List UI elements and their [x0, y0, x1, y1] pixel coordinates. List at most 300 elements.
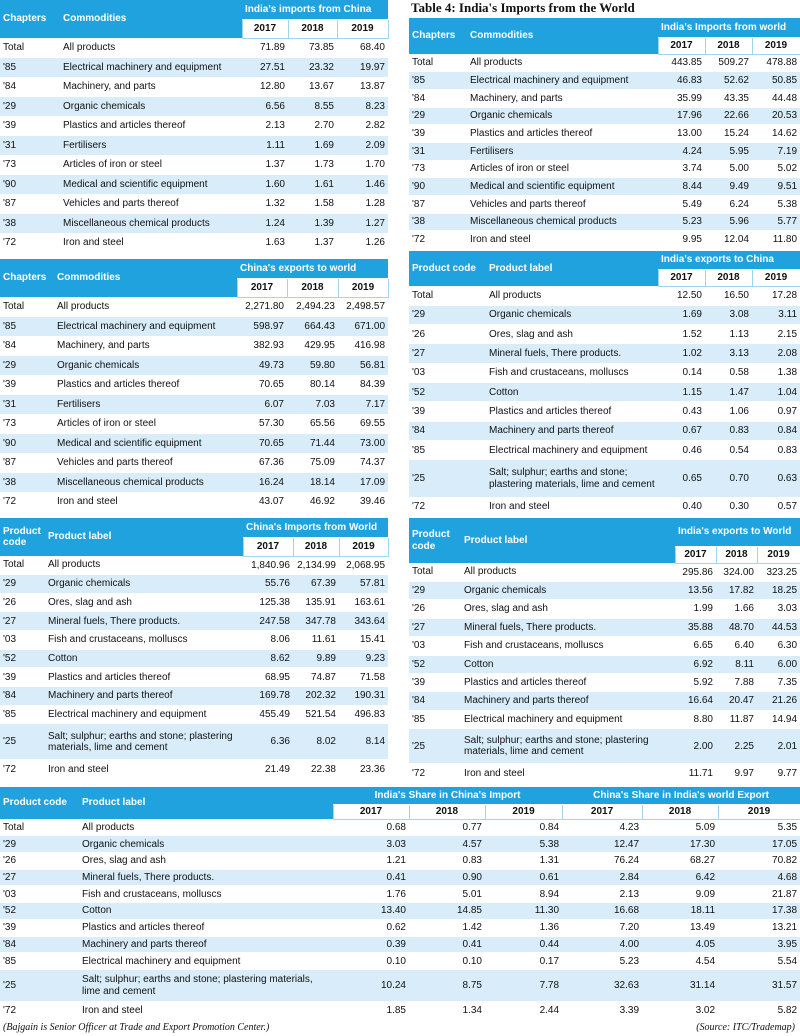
value-cell: 4.24 — [658, 142, 705, 160]
value-cell: 0.90 — [409, 869, 485, 886]
value-cell: 8.14 — [339, 724, 388, 760]
value-cell: 455.49 — [259, 708, 290, 720]
value-cell: 71.44 — [287, 434, 338, 454]
value-cell: 0.77 — [462, 821, 482, 833]
value-cell: 5.77 — [752, 213, 800, 231]
value-cell: 6.40 — [734, 640, 754, 652]
value-cell: 3.03 — [777, 603, 798, 615]
value-cell: 2,498.57 — [346, 301, 386, 313]
value-cell: 0.10 — [386, 955, 406, 967]
header-year: 2018 — [705, 37, 752, 54]
label-cell: Vehicles and parts thereof — [470, 198, 586, 210]
value-cell: 6.42 — [642, 869, 718, 886]
table-china-exports-to-world — [0, 259, 389, 512]
value-cell: 12.04 — [723, 234, 749, 246]
header-product-label: Product label — [45, 518, 243, 556]
value-cell: 69.55 — [360, 418, 386, 430]
value-cell: 1.76 — [386, 888, 406, 900]
header-commodities: Commodities — [467, 18, 658, 54]
code-cell: '29 — [0, 97, 60, 117]
header-group: India's exports to World — [675, 518, 800, 546]
value-cell: 1.13 — [729, 328, 749, 340]
value-cell: 21.49 — [264, 763, 290, 775]
label-cell: Iron and steel — [470, 234, 531, 246]
label-cell: Articles of iron or steel — [57, 418, 156, 430]
label-cell: All products — [63, 41, 116, 53]
label-cell: Organic chemicals — [467, 107, 658, 125]
value-cell: 190.31 — [339, 687, 388, 706]
label-cell: Iron and steel — [63, 237, 124, 249]
header-year: 2018 — [288, 19, 337, 38]
value-cell: 5.35 — [777, 821, 798, 833]
table-row — [409, 72, 800, 90]
value-cell: 16.68 — [562, 903, 642, 920]
label-cell: Iron and steel — [57, 496, 118, 508]
value-cell: 295.86 — [682, 566, 713, 578]
table-row — [409, 673, 800, 691]
value-cell: 1.47 — [705, 383, 752, 402]
value-cell: 13.00 — [676, 127, 702, 139]
value-cell: 347.78 — [293, 612, 339, 631]
value-cell: 21.87 — [772, 888, 798, 900]
value-cell: 8.80 — [693, 713, 713, 725]
value-cell: 2.01 — [757, 729, 800, 764]
code-cell: '90 — [0, 175, 60, 195]
table-row — [409, 581, 800, 599]
label-cell: Ores, slag and ash — [489, 328, 573, 340]
label-cell: Machinery and parts thereof — [79, 936, 333, 953]
label-cell: Mineral fuels, There products. — [461, 618, 675, 636]
label-cell: Articles of iron or steel — [470, 163, 569, 175]
table-row — [0, 852, 800, 869]
label-cell: Plastics and articles thereof — [63, 120, 186, 132]
value-cell: 0.61 — [485, 869, 562, 886]
code-cell: '85 — [412, 713, 426, 725]
header-year: 2018 — [716, 546, 757, 563]
value-cell: 0.57 — [777, 501, 798, 513]
table-row — [0, 836, 800, 853]
value-cell: 76.24 — [614, 855, 640, 867]
code-cell: '84 — [409, 692, 461, 710]
value-cell: 1,840.96 — [251, 559, 290, 571]
label-cell: Plastics and articles thereof — [82, 922, 205, 934]
value-cell: 3.39 — [619, 1004, 640, 1016]
value-cell: 1.52 — [682, 328, 702, 340]
value-cell: 5.82 — [777, 1004, 798, 1016]
header-commodities: Commodities — [60, 0, 242, 38]
value-cell: 9.23 — [339, 649, 388, 668]
table-row — [409, 460, 800, 497]
table-row — [0, 936, 800, 953]
code-cell: '85 — [3, 708, 17, 720]
header-year: 2018 — [409, 804, 485, 819]
label-cell: Fish and crustaceans, molluscs — [48, 634, 188, 646]
table-row — [0, 492, 388, 512]
label-cell: Ores, slag and ash — [82, 855, 166, 867]
value-cell: 8.23 — [337, 97, 388, 117]
value-cell: 0.70 — [705, 460, 752, 497]
value-cell: 1.34 — [462, 1004, 482, 1016]
header-year: 2019 — [752, 269, 800, 286]
value-cell: 163.61 — [354, 597, 386, 609]
value-cell: 8.55 — [288, 97, 337, 117]
value-cell: 17.30 — [642, 836, 718, 853]
header-product-label: Product label — [79, 787, 333, 819]
code-cell: '39 — [3, 922, 17, 934]
value-cell: 2.44 — [539, 1004, 560, 1016]
header-year: 2018 — [705, 269, 752, 286]
table-row — [409, 563, 800, 581]
value-cell: 59.80 — [287, 356, 338, 376]
value-cell: 0.83 — [462, 855, 482, 867]
label-cell: Medical and scientific equipment — [54, 434, 237, 454]
label-cell: Machinery, and parts — [63, 81, 156, 93]
value-cell: 13.56 — [675, 581, 716, 599]
table-india-imports-from-china — [0, 0, 389, 253]
code-cell: '52 — [409, 655, 461, 673]
code-cell: '29 — [409, 305, 486, 324]
header-year: 2019 — [757, 546, 800, 563]
value-cell: 1.31 — [539, 855, 560, 867]
code-cell: '85 — [3, 955, 17, 967]
value-cell: 16.50 — [723, 290, 749, 302]
value-cell: 4.68 — [718, 869, 800, 886]
value-cell: 1.63 — [265, 237, 285, 249]
value-cell: 5.23 — [619, 955, 640, 967]
value-cell: 1.37 — [314, 237, 334, 249]
value-cell: 5.96 — [705, 213, 752, 231]
code-cell: '87 — [3, 457, 17, 469]
value-cell: 5.09 — [695, 821, 716, 833]
value-cell: 0.30 — [729, 501, 749, 513]
value-cell: 7.78 — [485, 970, 562, 1002]
value-cell: 1.85 — [386, 1004, 406, 1016]
code-cell: '29 — [409, 107, 467, 125]
label-cell: Salt; sulphur; earths and stone; plastering materials, lime and cement — [45, 724, 243, 760]
value-cell: 16.64 — [675, 692, 716, 710]
code-cell: '72 — [412, 501, 426, 513]
table-row — [0, 356, 388, 376]
code-cell: '38 — [409, 213, 467, 231]
value-cell: 55.76 — [243, 575, 293, 594]
value-cell: 1.37 — [265, 159, 285, 171]
value-cell: 478.88 — [766, 57, 798, 69]
value-cell: 343.64 — [339, 612, 388, 631]
table-row — [0, 869, 800, 886]
label-cell: Fish and crustaceans, molluscs — [82, 888, 222, 900]
code-cell: '87 — [412, 198, 426, 210]
label-cell: All products — [470, 56, 523, 68]
table-row — [409, 231, 800, 249]
value-cell: 9.97 — [734, 767, 754, 779]
header-group: India's Imports from world — [658, 18, 800, 37]
label-cell: Machinery, and parts — [57, 340, 150, 352]
code-cell: '39 — [412, 406, 426, 418]
value-cell: 17.96 — [658, 107, 705, 125]
label-cell: Machinery and parts thereof — [45, 687, 243, 706]
value-cell: 11.80 — [772, 234, 798, 246]
value-cell: 7.20 — [619, 922, 640, 934]
value-cell: 5.38 — [777, 198, 798, 210]
code-cell: '85 — [0, 58, 60, 78]
header-year: 2017 — [562, 804, 642, 819]
code-cell: Total — [412, 289, 434, 301]
value-cell: 0.41 — [409, 936, 485, 953]
code-cell: '52 — [0, 903, 79, 920]
value-cell: 43.35 — [723, 92, 749, 104]
label-cell: Fish and crustaceans, molluscs — [464, 640, 604, 652]
value-cell: 1.36 — [539, 922, 560, 934]
code-cell: '27 — [0, 869, 79, 886]
value-cell: 23.36 — [360, 763, 386, 775]
value-cell: 67.36 — [258, 457, 284, 469]
table-row — [409, 402, 800, 421]
table-row — [0, 1002, 800, 1019]
label-cell: Electrical machinery and equipment — [48, 708, 207, 720]
table-india-exports-to-world — [409, 518, 800, 783]
code-cell: '72 — [3, 237, 17, 249]
value-cell: 598.97 — [237, 317, 287, 337]
code-cell: '26 — [412, 603, 426, 615]
value-cell: 0.97 — [777, 406, 798, 418]
label-cell: Plastics and articles thereof — [489, 406, 612, 418]
label-cell: Machinery, and parts — [470, 92, 563, 104]
value-cell: 68.27 — [690, 855, 716, 867]
value-cell: 6.56 — [242, 97, 288, 117]
table-row — [0, 575, 388, 594]
value-cell: 8.62 — [243, 649, 293, 668]
table-row — [409, 195, 800, 213]
code-cell: '29 — [0, 356, 54, 376]
table-row — [409, 89, 800, 107]
code-cell: '25 — [0, 970, 79, 1002]
label-cell: Cotton — [461, 655, 675, 673]
value-cell: 4.57 — [409, 836, 485, 853]
value-cell: 70.65 — [258, 379, 284, 391]
value-cell: 11.61 — [311, 634, 336, 646]
code-cell: '26 — [412, 328, 426, 340]
value-cell: 1.38 — [777, 367, 798, 379]
table-row — [0, 593, 388, 612]
value-cell: 14.62 — [771, 127, 798, 139]
value-cell: 0.40 — [682, 501, 702, 513]
value-cell: 71.89 — [259, 42, 285, 54]
value-cell: 1.02 — [658, 344, 705, 363]
value-cell: 44.48 — [771, 92, 798, 104]
value-cell: 7.88 — [734, 677, 754, 689]
header-group-india-share: India's Share in China's Import — [333, 787, 562, 804]
value-cell: 3.13 — [705, 344, 752, 363]
value-cell: 3.03 — [333, 836, 409, 853]
label-cell: Miscellaneous chemical products — [467, 213, 658, 231]
label-cell: Plastics and articles thereof — [57, 379, 180, 391]
table-row — [409, 305, 800, 324]
table-row — [0, 953, 800, 970]
value-cell: 324.00 — [723, 566, 754, 578]
header-product-label: Product label — [461, 518, 675, 563]
value-cell: 7.17 — [338, 395, 388, 415]
value-cell: 0.17 — [539, 955, 560, 967]
header-product-label: Product label — [486, 251, 658, 286]
table-row — [409, 286, 800, 305]
label-cell: All products — [82, 821, 135, 833]
code-cell: '26 — [3, 855, 17, 867]
value-cell: 39.46 — [360, 496, 386, 508]
table-india-exports-to-china — [409, 251, 800, 517]
table-row — [0, 556, 388, 575]
code-cell: '85 — [0, 317, 54, 337]
source-note: (Source: ITC/Trademap) — [696, 1022, 795, 1033]
value-cell: 3.08 — [705, 305, 752, 324]
code-cell: '52 — [409, 383, 486, 402]
value-cell: 13.67 — [308, 81, 334, 93]
code-cell: '84 — [412, 92, 426, 104]
value-cell: 31.57 — [718, 970, 800, 1002]
value-cell: 1.06 — [729, 406, 749, 418]
code-cell: '25 — [0, 724, 45, 760]
value-cell: 3.95 — [718, 936, 800, 953]
header-year: 2017 — [658, 269, 705, 286]
code-cell: '31 — [0, 136, 60, 156]
value-cell: 7.03 — [287, 395, 338, 415]
value-cell: 1.24 — [242, 214, 288, 234]
value-cell: 5.54 — [777, 955, 798, 967]
value-cell: 19.97 — [337, 58, 388, 78]
table-row — [0, 97, 388, 117]
value-cell: 0.41 — [333, 869, 409, 886]
value-cell: 6.24 — [729, 198, 749, 210]
table-row — [409, 764, 800, 783]
table-row — [409, 729, 800, 764]
code-cell: '84 — [0, 936, 79, 953]
code-cell: '29 — [0, 836, 79, 853]
header-year: 2017 — [242, 19, 288, 38]
table-row — [0, 375, 388, 395]
label-cell: Plastics and articles thereof — [464, 677, 587, 689]
label-cell: Mineral fuels, There products. — [486, 344, 658, 363]
header-year: 2017 — [333, 804, 409, 819]
value-cell: 32.63 — [562, 970, 642, 1002]
value-cell: 0.62 — [386, 922, 406, 934]
value-cell: 68.40 — [359, 42, 385, 54]
label-cell: Salt; sulphur; earths and stone; plastering materials, lime and cement — [461, 729, 675, 764]
value-cell: 15.24 — [723, 127, 749, 139]
value-cell: 3.02 — [695, 1004, 716, 1016]
code-cell: '87 — [3, 198, 17, 210]
value-cell: 5.01 — [462, 888, 482, 900]
label-cell: Vehicles and parts thereof — [57, 457, 173, 469]
label-cell: Fish and crustaceans, molluscs — [489, 367, 629, 379]
value-cell: 6.30 — [777, 640, 798, 652]
value-cell: 323.25 — [766, 566, 798, 578]
value-cell: 13.40 — [333, 903, 409, 920]
code-cell: '27 — [0, 612, 45, 631]
value-cell: 0.39 — [333, 936, 409, 953]
value-cell: 22.66 — [705, 107, 752, 125]
table-row — [0, 38, 388, 58]
code-cell: '73 — [3, 159, 17, 171]
value-cell: 0.14 — [682, 367, 702, 379]
code-cell: '72 — [412, 234, 426, 246]
value-cell: 9.51 — [752, 178, 800, 196]
label-cell: Ores, slag and ash — [464, 603, 548, 615]
value-cell: 664.43 — [287, 317, 338, 337]
value-cell: 1.39 — [288, 214, 337, 234]
value-cell: 2,068.95 — [346, 559, 386, 571]
value-cell: 10.24 — [333, 970, 409, 1002]
code-cell: '84 — [0, 687, 45, 706]
value-cell: 0.10 — [462, 955, 482, 967]
table-row — [0, 453, 388, 473]
value-cell: 17.05 — [718, 836, 800, 853]
value-cell: 7.35 — [777, 677, 798, 689]
table-row — [0, 58, 388, 78]
value-cell: 13.21 — [772, 922, 798, 934]
table-row — [409, 142, 800, 160]
value-cell: 84.39 — [360, 379, 386, 391]
value-cell: 443.85 — [671, 57, 702, 69]
header-commodities: Commodities — [54, 259, 237, 297]
table-row — [0, 116, 388, 136]
value-cell: 1.15 — [658, 383, 705, 402]
label-cell: Organic chemicals — [45, 575, 243, 594]
value-cell: 202.32 — [293, 687, 339, 706]
code-cell: '39 — [412, 677, 426, 689]
code-cell: Total — [412, 566, 434, 578]
value-cell: 8.06 — [270, 634, 290, 646]
value-cell: 0.43 — [682, 406, 702, 418]
table-row — [0, 175, 388, 195]
table-row — [409, 125, 800, 143]
value-cell: 46.83 — [658, 72, 705, 90]
code-cell: '29 — [0, 575, 45, 594]
table-row — [409, 637, 800, 655]
header-year: 2018 — [642, 804, 718, 819]
value-cell: 31.14 — [642, 970, 718, 1002]
table-row — [0, 414, 388, 434]
table-row — [409, 325, 800, 344]
code-cell: '38 — [0, 214, 60, 234]
value-cell: 9.49 — [705, 178, 752, 196]
value-cell: 2.09 — [337, 136, 388, 156]
value-cell: 0.84 — [539, 821, 560, 833]
value-cell: 12.50 — [676, 290, 702, 302]
code-cell: '73 — [3, 418, 17, 430]
code-cell: '84 — [3, 81, 17, 93]
value-cell: 1.73 — [314, 159, 334, 171]
value-cell: 1.42 — [462, 922, 482, 934]
code-cell: '84 — [3, 340, 17, 352]
value-cell: 52.62 — [705, 72, 752, 90]
label-cell: Iron and steel — [82, 1004, 143, 1016]
value-cell: 2,494.23 — [296, 301, 335, 313]
label-cell: Miscellaneous chemical products — [60, 214, 242, 234]
value-cell: 74.87 — [310, 671, 336, 683]
label-cell: Fertilisers — [54, 395, 237, 415]
value-cell: 1.58 — [314, 198, 334, 210]
value-cell: 43.07 — [258, 496, 284, 508]
table-row — [0, 233, 388, 253]
value-cell: 1.61 — [288, 175, 337, 195]
value-cell: 8.02 — [293, 724, 339, 760]
value-cell: 17.09 — [338, 473, 388, 493]
value-cell: 416.98 — [354, 340, 386, 352]
value-cell: 0.83 — [705, 421, 752, 440]
label-cell: Machinery and parts thereof — [461, 692, 675, 710]
code-cell: '03 — [412, 640, 426, 652]
value-cell: 73.00 — [338, 434, 388, 454]
value-cell: 169.78 — [243, 687, 293, 706]
